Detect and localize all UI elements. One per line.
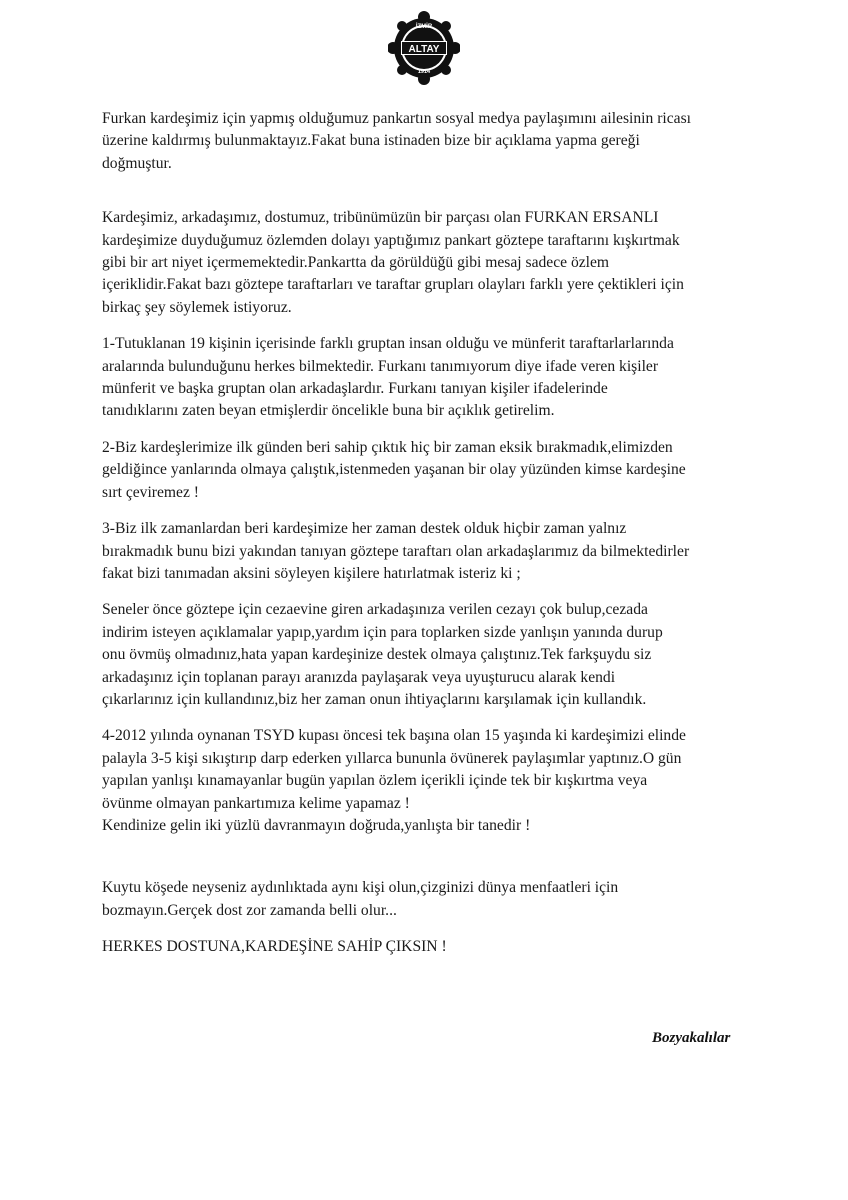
paragraph-reminder: Seneler önce göztepe için cezaevine giren arkadaşınıza verilen cezayı çok bulup,cezada indirim isteyen açıklamalar yapıp,yardım için para toplarken sizde yanlışın yanında durup onu övmüş olmadınız,hata yapan kardeşinize destek olmaya çalıştınız.Tek farkşuydu siz arkadaşınız için toplanan parayı aranızda paylaşarak veya uyuşturucu alarak kendi çıkarlarınız için kullandınız,biz her zaman onun ihtiyaçlarını karşılamak için kullandık.: [102, 601, 663, 708]
paragraph-point-4: 4-2012 yılında oynanan TSYD kupası öncesi tek başına olan 15 yaşında ki kardeşimizi elinde palayla 3-5 kişi sıkıştırıp darp ederken yıllarca bununla övünerek paylaşımlar yaptınız.O gün yapılan yanlışı kınamayanlar bugün yapılan özlem içerikli içinde tek bir kışkırtma veya övünme olmayan pankartımıza kelime yapamaz ! Kendinize gelin iki yüzlü davranmayın doğruda,yanlışta bir tanedir !: [102, 727, 686, 834]
paragraph-slogan: HERKES DOSTUNA,KARDEŞİNE SAHİP ÇIKSIN !: [102, 938, 447, 956]
crest-year-text: 1914: [417, 69, 431, 75]
paragraph-context: Kardeşimiz, arkadaşımız, dostumuz, tribünümüzün bir parçası olan FURKAN ERSANLI kardeşimize duyduğumuz özlemden dolayı yaptığımız pankart göztepe taraftarını kışkırtmak gibi bir art niyet içermemektedir.Pankartta da görüldüğü gibi mesaj sadece özlem içeriklidir.Fakat bazı göztepe taraftarları ve taraftar grupları olayları farklı yere çektikleri için birkaç şey söylemek istiyoruz.: [102, 209, 684, 316]
altay-izmir-crest-icon: [388, 8, 460, 86]
altay-crest-logo: [388, 8, 460, 86]
paragraph-closing: Kuytu köşede neyseniz aydınlıktada aynı kişi olun,çizginizi dünya menfaatleri için bozmayın.Gerçek dost zor zamanda belli olur...: [102, 879, 619, 919]
signature: Bozyakalılar: [652, 1030, 731, 1046]
crest-top-text: İZMİR: [415, 24, 433, 30]
statement-body: [102, 108, 762, 959]
paragraph-intro: Furkan kardeşimiz için yapmış olduğumuz pankartın sosyal medya paylaşımını ailesinin ricası üzerine kaldırmış bulunmaktayız.Fakat buna istinaden bize bir açıklama yapma gereği doğmuştur.: [102, 110, 691, 172]
paragraph-point-2: 2-Biz kardeşlerimize ilk günden beri sahip çıktık hiç bir zaman eksik bırakmadık,elimizden geldiğince yanlarında olmaya çalıştık,istenmeden yaşanan bir olay yüzünden kimse kardeşine sırt çeviremez !: [102, 438, 686, 501]
paragraph-point-1: 1-Tutuklanan 19 kişinin içerisinde farklı gruptan insan olduğu ve münferit taraftarlarlarında aralarında bulunduğunu herkes bilmektedir. Furkanı tanımıyorum diye ifade veren kişiler münferit ve başka gruptan olan arkadaşlardır. Furkanı tanıyan kişiler ifadelerinde tanıdıklarını zaten beyan etmişlerdir öncelikle buna bir açıklık getirelim.: [102, 335, 674, 420]
crest-main-text: ALTAY: [408, 44, 440, 55]
paragraph-point-3: 3-Biz ilk zamanlardan beri kardeşimize her zaman destek olduk hiçbir zaman yalnız bırakmadık bunu bizi yakından tanıyan göztepe taraftarı olan arkadaşlarımız da bilmektedirler fakat bizi tanımadan aksini söyleyen kişilere hatırlatmak isteriz ki ;: [102, 520, 690, 582]
